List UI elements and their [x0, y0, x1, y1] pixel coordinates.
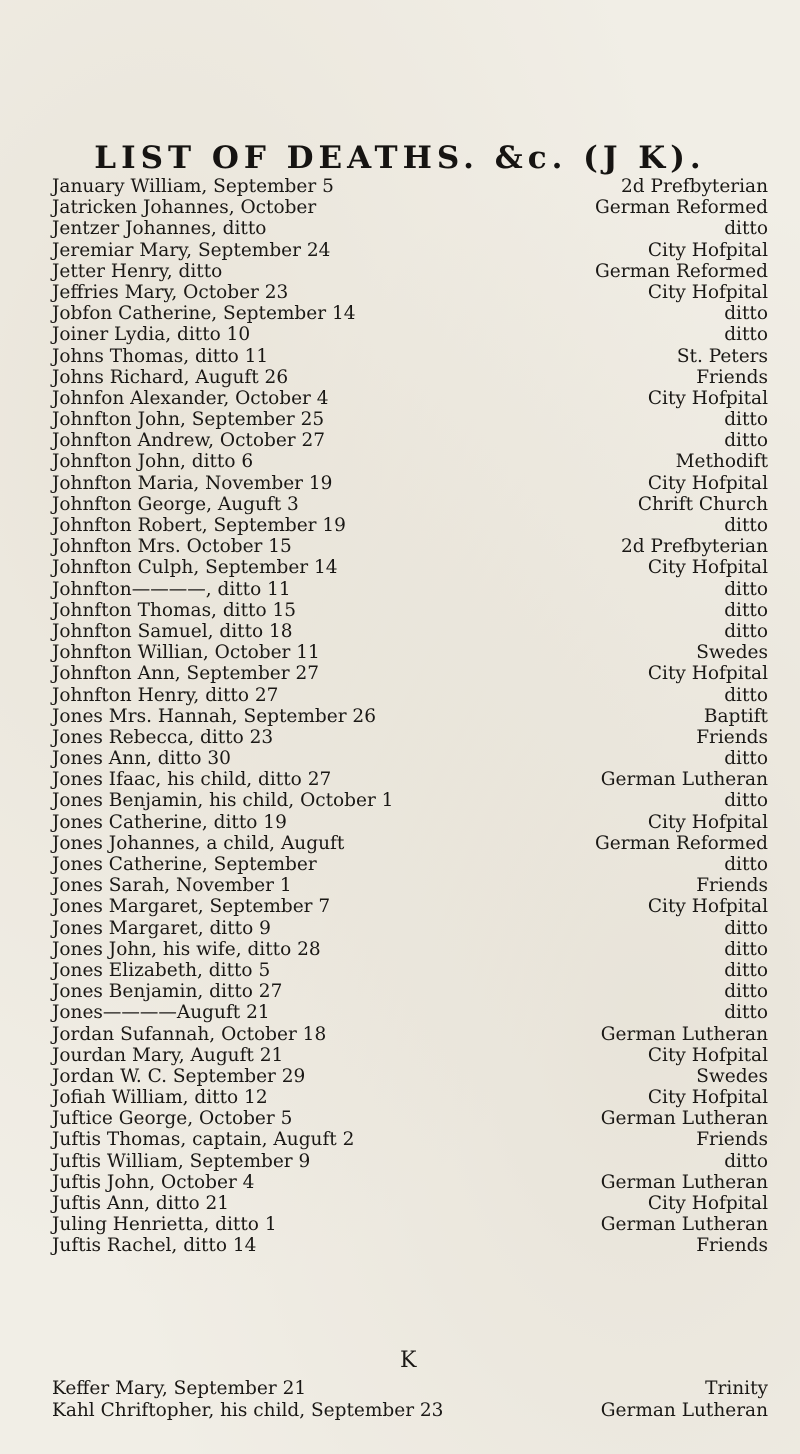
list-item — [0, 324, 800, 345]
entry-name: Johnfton Mrs. October 15 — [52, 536, 292, 558]
entry-denomination: ditto — [724, 578, 768, 600]
entry-name: Jones Elizabeth, ditto 5 — [52, 959, 271, 981]
list-item — [0, 1214, 800, 1235]
entry-denomination: Friends — [696, 1235, 768, 1257]
list-item — [0, 303, 800, 324]
entry-name: Juling Henrietta, ditto 1 — [52, 1214, 277, 1236]
entry-name: Juftis Rachel, ditto 14 — [52, 1235, 257, 1257]
list-item — [0, 473, 800, 494]
entry-denomination: German Reformed — [595, 260, 768, 282]
list-item — [0, 1151, 800, 1172]
entry-denomination: Friends — [696, 1129, 768, 1151]
entry-denomination: ditto — [724, 981, 768, 1003]
entry-name: Juftis Ann, ditto 21 — [52, 1193, 230, 1214]
entry-name: Johnfton Thomas, ditto 15 — [52, 599, 297, 621]
list-item — [0, 1045, 800, 1066]
entry-name: Jordan Sufannah, October 18 — [52, 1023, 327, 1045]
entry-denomination: 2d Prefbyterian — [621, 536, 768, 558]
list-item — [0, 706, 800, 727]
entry-name: Jones Ifaac, his child, ditto 27 — [52, 769, 332, 791]
list-item — [0, 1378, 800, 1400]
section-letter: K — [400, 1348, 417, 1373]
list-item — [0, 515, 800, 536]
list-item — [0, 769, 800, 790]
list-item — [0, 1129, 800, 1150]
entry-denomination: ditto — [724, 748, 768, 770]
entry-denomination: Swedes — [696, 642, 768, 664]
list-item — [0, 663, 800, 684]
entry-name: Jeffries Mary, October 23 — [52, 281, 289, 303]
entry-name: January William, September 5 — [52, 176, 334, 197]
list-item — [0, 494, 800, 515]
entry-name: Juftice George, October 5 — [52, 1108, 293, 1130]
entry-denomination: ditto — [724, 1002, 768, 1024]
list-item — [0, 1235, 800, 1256]
entry-denomination: City Hofpital — [647, 896, 768, 918]
entry-name: Keffer Mary, September 21 — [52, 1378, 307, 1399]
entry-denomination: City Hofpital — [647, 387, 768, 409]
list-item — [0, 261, 800, 282]
entry-name: Jobfon Catherine, September 14 — [52, 303, 356, 325]
list-item — [0, 939, 800, 960]
list-item — [0, 833, 800, 854]
entry-denomination: German Lutheran — [600, 1171, 768, 1193]
list-item — [0, 367, 800, 388]
entry-name: Jones Rebecca, ditto 23 — [52, 726, 274, 748]
list-item — [0, 430, 800, 451]
entry-denomination: ditto — [724, 218, 768, 240]
list-item — [0, 218, 800, 239]
entry-denomination: German Lutheran — [600, 1108, 768, 1130]
entry-name: Jones Catherine, ditto 19 — [52, 811, 287, 833]
entry-name: Jones John, his wife, ditto 28 — [52, 938, 321, 960]
entry-name: Juftis William, September 9 — [52, 1150, 311, 1172]
entry-denomination: City Hofpital — [647, 811, 768, 833]
list-item — [0, 197, 800, 218]
list-item — [0, 1066, 800, 1087]
entry-name: Johnfton John, ditto 6 — [52, 451, 254, 473]
list-item — [0, 854, 800, 875]
list-item — [0, 409, 800, 430]
entry-name: Johnfton John, September 25 — [52, 409, 325, 431]
page-header: LIST OF DEATHS. &c. (J K). — [94, 140, 706, 176]
entry-name: Johnfton Ann, September 27 — [52, 663, 319, 685]
entry-denomination: Friends — [696, 726, 768, 748]
list-item — [0, 388, 800, 409]
entry-name: Johnfton Henry, ditto 27 — [52, 684, 279, 706]
list-item — [0, 896, 800, 917]
list-item — [0, 1087, 800, 1108]
list-item — [0, 1193, 800, 1214]
entry-name: Jones Margaret, ditto 9 — [52, 917, 271, 939]
list-item — [0, 1400, 800, 1422]
list-item — [0, 536, 800, 557]
list-item — [0, 727, 800, 748]
list-item — [0, 812, 800, 833]
entry-denomination: ditto — [724, 790, 768, 812]
entry-denomination: City Hofpital — [647, 557, 768, 579]
entry-denomination: ditto — [724, 599, 768, 621]
entry-denomination: City Hofpital — [647, 239, 768, 261]
entry-denomination: City Hofpital — [647, 1044, 768, 1066]
entry-denomination: ditto — [724, 324, 768, 346]
list-item — [0, 240, 800, 261]
entry-name: Jourdan Mary, Auguft 21 — [52, 1044, 284, 1066]
list-item — [0, 1172, 800, 1193]
entry-denomination: ditto — [724, 620, 768, 642]
entry-denomination: Trinity — [705, 1378, 768, 1399]
death-list-k — [0, 1378, 800, 1422]
entry-denomination: ditto — [724, 515, 768, 536]
entry-denomination: Friends — [696, 366, 768, 388]
entry-denomination: Chrift Church — [637, 493, 768, 515]
entry-name: Jones Margaret, September 7 — [52, 896, 331, 918]
entry-name: Johnfton Samuel, ditto 18 — [52, 620, 293, 642]
list-item — [0, 790, 800, 811]
entry-name: Johnfton Andrew, October 27 — [52, 430, 326, 452]
entry-name: Kahl Chriftopher, his child, September 23 — [52, 1400, 444, 1421]
list-item — [0, 176, 800, 197]
entry-name: Jones Mrs. Hannah, September 26 — [52, 705, 376, 727]
entry-name: Jones————Auguft 21 — [52, 1002, 270, 1024]
entry-denomination: ditto — [724, 303, 768, 325]
death-list — [0, 176, 800, 1257]
list-item — [0, 600, 800, 621]
entry-denomination: ditto — [724, 959, 768, 981]
entry-name: Jones Benjamin, his child, October 1 — [52, 790, 394, 812]
list-item — [0, 346, 800, 367]
section-letter-row — [0, 1340, 800, 1374]
entry-denomination: Swedes — [696, 1065, 768, 1087]
list-item — [0, 748, 800, 769]
list-item — [0, 579, 800, 600]
entry-denomination: Friends — [696, 875, 768, 897]
entry-name: Jones Benjamin, ditto 27 — [52, 981, 283, 1003]
list-item — [0, 981, 800, 1002]
entry-name: Johnfton Culph, September 14 — [52, 557, 338, 579]
entry-name: Juftis Thomas, captain, Auguft 2 — [52, 1129, 355, 1151]
entry-denomination: ditto — [724, 917, 768, 939]
entry-name: Jones Catherine, September — [52, 854, 317, 875]
entry-denomination: City Hofpital — [647, 472, 768, 494]
entry-name: Jofiah William, ditto 12 — [52, 1087, 268, 1109]
list-item — [0, 451, 800, 472]
list-item — [0, 642, 800, 663]
entry-name: Juftis John, October 4 — [52, 1171, 255, 1193]
entry-denomination: City Hofpital — [647, 663, 768, 685]
list-item — [0, 685, 800, 706]
entry-name: Jones Ann, ditto 30 — [52, 748, 231, 770]
entry-name: Jones Sarah, November 1 — [52, 875, 292, 897]
entry-denomination: City Hofpital — [647, 1193, 768, 1214]
entry-denomination: German Reformed — [595, 832, 768, 854]
entry-denomination: ditto — [724, 854, 768, 875]
entry-denomination: 2d Prefbyterian — [621, 176, 768, 197]
entry-name: Johns Richard, Auguft 26 — [52, 366, 289, 388]
entry-denomination: ditto — [724, 938, 768, 960]
entry-name: Jentzer Johannes, ditto — [52, 218, 267, 240]
entry-name: Johnfton Maria, November 19 — [52, 472, 333, 494]
entry-denomination: City Hofpital — [647, 1087, 768, 1109]
entry-denomination: ditto — [724, 430, 768, 452]
entry-name: Jones Johannes, a child, Auguft — [52, 832, 345, 854]
entry-denomination: Baptift — [703, 705, 768, 727]
list-item — [0, 557, 800, 578]
entry-denomination: German Reformed — [595, 197, 768, 219]
entry-name: Johnfton Willian, October 11 — [52, 642, 320, 664]
list-item — [0, 1024, 800, 1045]
entry-name: Jetter Henry, ditto — [52, 260, 223, 282]
entry-denomination: City Hofpital — [647, 281, 768, 303]
entry-name: Joiner Lydia, ditto 10 — [52, 324, 251, 346]
entry-denomination: German Lutheran — [600, 769, 768, 791]
entry-name: Jordan W. C. September 29 — [52, 1065, 306, 1087]
list-item — [0, 960, 800, 981]
entry-name: Johnfton Robert, September 19 — [52, 515, 346, 536]
entry-name: Jeremiar Mary, September 24 — [52, 239, 331, 261]
entry-denomination: German Lutheran — [600, 1400, 768, 1421]
entry-name: Johnfon Alexander, October 4 — [52, 387, 329, 409]
entry-name: Johnfton George, Auguft 3 — [52, 493, 299, 515]
entry-denomination: German Lutheran — [600, 1023, 768, 1045]
list-item — [0, 875, 800, 896]
entry-name: Johns Thomas, ditto 11 — [52, 345, 269, 367]
entry-name: Jatricken Johannes, October — [52, 197, 317, 219]
entry-denomination: German Lutheran — [600, 1214, 768, 1236]
list-item — [0, 1108, 800, 1129]
entry-denomination: Methodift — [675, 451, 768, 473]
list-item — [0, 621, 800, 642]
list-item — [0, 918, 800, 939]
entry-denomination: ditto — [724, 684, 768, 706]
list-item — [0, 282, 800, 303]
entry-denomination: St. Peters — [676, 345, 768, 367]
entry-denomination: ditto — [724, 1150, 768, 1172]
entry-name: Johnfton————, ditto 11 — [52, 578, 291, 600]
list-item — [0, 1002, 800, 1023]
entry-denomination: ditto — [724, 409, 768, 431]
